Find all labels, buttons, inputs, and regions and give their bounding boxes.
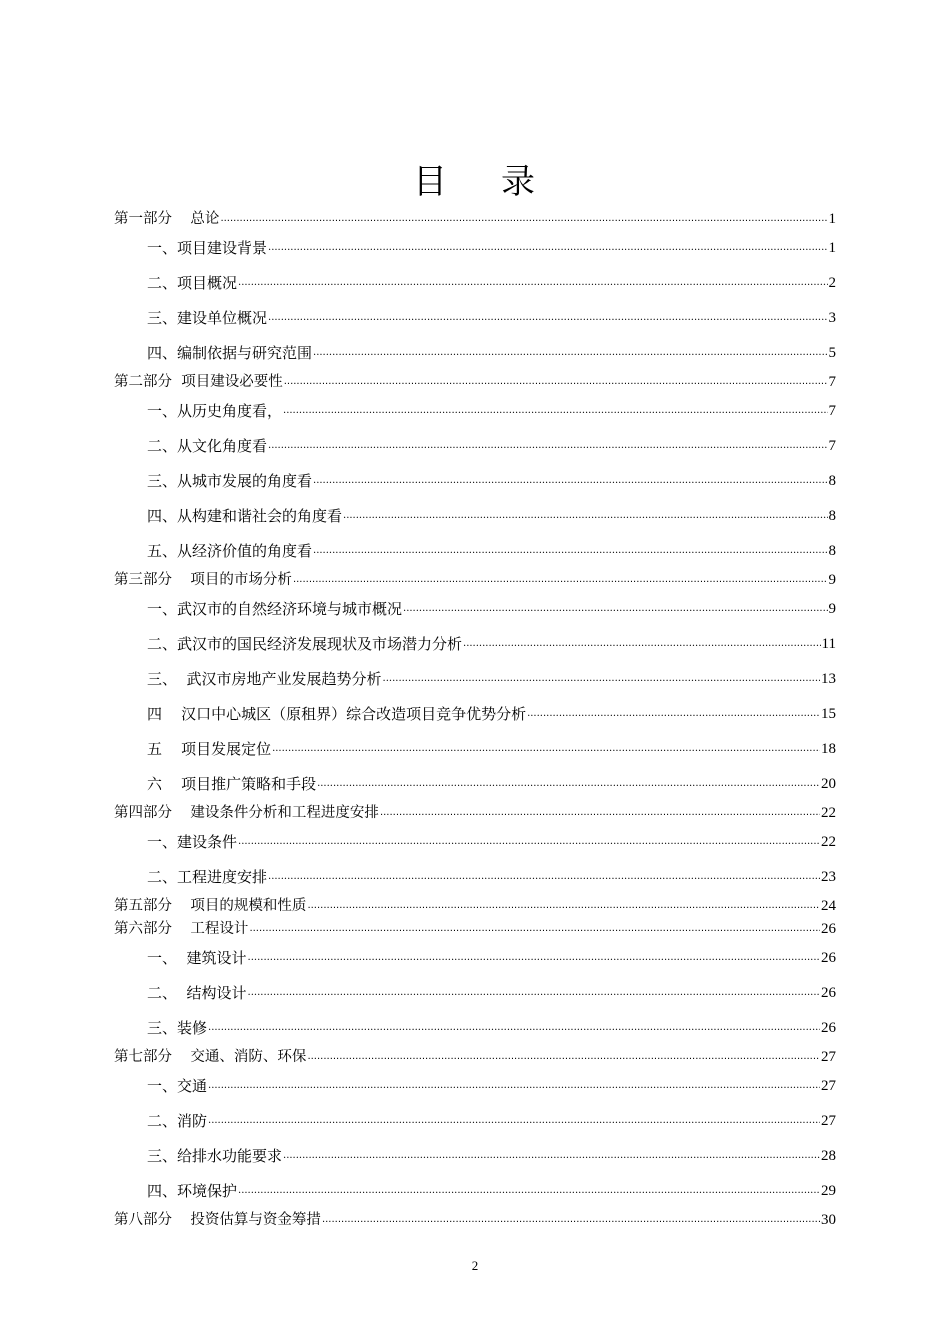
toc-entry-page-number: 1 — [828, 211, 836, 227]
toc-entry-label: 二、消防 — [147, 1112, 208, 1130]
toc-dot-leader — [317, 777, 820, 791]
toc-section-entry[interactable] — [114, 1074, 836, 1096]
toc-entry-page-number: 22 — [821, 834, 836, 850]
toc-entry-label: 二、项目概况 — [147, 274, 238, 292]
toc-part-entry[interactable] — [114, 1208, 836, 1230]
toc-dot-leader — [307, 1050, 820, 1064]
toc-section-entry[interactable] — [114, 667, 836, 689]
toc-entry-label: 三、从城市发展的角度看 — [147, 472, 313, 490]
toc-dot-leader — [307, 899, 820, 913]
toc-dot-leader — [238, 1184, 820, 1198]
toc-part-entry[interactable] — [114, 370, 836, 392]
toc-section-entry[interactable] — [114, 306, 836, 328]
toc-entry-label: 第六部分 工程设计 — [114, 921, 249, 937]
toc-dot-leader — [208, 1114, 820, 1128]
toc-entry-page-number: 15 — [821, 706, 836, 722]
toc-section-entry[interactable] — [114, 504, 836, 526]
toc-entry-label: 四、环境保护 — [147, 1182, 238, 1200]
toc-entry-label: 一、 建筑设计 — [147, 949, 247, 967]
toc-part-entry[interactable] — [114, 801, 836, 823]
toc-entry-label: 四、从构建和谐社会的角度看 — [147, 507, 343, 525]
toc-entry-page-number: 5 — [828, 345, 836, 361]
title-char-right: 录 — [501, 162, 537, 202]
toc-entry-page-number: 26 — [821, 985, 836, 1001]
toc-dot-leader — [248, 986, 820, 1000]
toc-dot-leader — [238, 276, 827, 290]
toc-dot-leader — [463, 637, 821, 651]
toc-section-entry[interactable] — [114, 737, 836, 759]
toc-entry-label: 五 项目发展定位 — [147, 740, 272, 758]
toc-section-entry[interactable] — [114, 1144, 836, 1166]
toc-section-entry[interactable] — [114, 434, 836, 456]
toc-section-entry[interactable] — [114, 830, 836, 852]
toc-entry-label: 二、武汉市的国民经济发展现状及市场潜力分析 — [147, 635, 463, 653]
toc-dot-leader — [272, 742, 820, 756]
toc-dot-leader — [283, 1149, 820, 1163]
toc-entry-page-number: 8 — [828, 543, 836, 559]
toc-entry-label: 四 汉口中心城区（原租界）综合改造项目竞争优势分析 — [147, 705, 527, 723]
toc-part-entry[interactable] — [114, 207, 836, 229]
page-number: 2 — [471, 1258, 479, 1273]
toc-section-entry[interactable] — [114, 597, 836, 619]
toc-entry-label: 一、武汉市的自然经济环境与城市概况 — [147, 600, 403, 618]
toc-dot-leader — [322, 1213, 820, 1227]
toc-dot-leader — [268, 870, 820, 884]
toc-dot-leader — [248, 951, 820, 965]
toc-entry-page-number: 29 — [821, 1183, 836, 1199]
page-title — [0, 160, 950, 204]
toc-entry-page-number: 28 — [821, 1148, 836, 1164]
toc-part-entry[interactable] — [114, 568, 836, 590]
toc-entry-page-number: 22 — [821, 805, 836, 821]
toc-part-entry[interactable] — [114, 1045, 836, 1067]
toc-section-entry[interactable] — [114, 236, 836, 258]
toc-dot-leader — [380, 806, 820, 820]
toc-entry-label: 一、项目建设背景 — [147, 239, 268, 257]
toc-entry-label: 三、 武汉市房地产业发展趋势分析 — [147, 670, 382, 688]
toc-entry-label: 第一部分 总论 — [114, 211, 220, 227]
toc-entry-label: 三、建设单位概况 — [147, 309, 268, 327]
toc-dot-leader — [313, 346, 827, 360]
toc-entry-page-number: 8 — [828, 473, 836, 489]
toc-dot-leader — [313, 544, 827, 558]
toc-entry-page-number: 27 — [821, 1049, 836, 1065]
toc-section-entry[interactable] — [114, 341, 836, 363]
toc-entry-label: 一、建设条件 — [147, 833, 238, 851]
toc-entry-page-number: 7 — [828, 374, 836, 390]
toc-section-entry[interactable] — [114, 399, 836, 421]
toc-entry-label: 第七部分 交通、消防、环保 — [114, 1049, 307, 1065]
toc-dot-leader — [220, 212, 827, 226]
toc-entry-page-number: 18 — [821, 741, 836, 757]
toc-entry-label: 六 项目推广策略和手段 — [147, 775, 317, 793]
toc-entry-page-number: 23 — [821, 869, 836, 885]
toc-section-entry[interactable] — [114, 865, 836, 887]
toc-entry-page-number: 8 — [828, 508, 836, 524]
toc-entry-page-number: 27 — [821, 1078, 836, 1094]
toc-section-entry[interactable] — [114, 1016, 836, 1038]
toc-entry-page-number: 7 — [828, 403, 836, 419]
toc-entry-page-number: 1 — [828, 240, 836, 256]
toc-entry-page-number: 20 — [821, 776, 836, 792]
toc-entry-page-number: 13 — [821, 671, 836, 687]
toc-dot-leader — [293, 573, 828, 587]
toc-section-entry[interactable] — [114, 772, 836, 794]
toc-entry-page-number: 24 — [821, 898, 836, 914]
toc-entry-label: 三、装修 — [147, 1019, 208, 1037]
toc-entry-label: 四、编制依据与研究范围 — [147, 344, 313, 362]
toc-entry-label: 第二部分 项目建设必要性 — [114, 374, 283, 390]
toc-section-entry[interactable] — [114, 1109, 836, 1131]
toc-entry-page-number: 2 — [828, 275, 836, 291]
toc-entry-label: 二、工程进度安排 — [147, 868, 268, 886]
toc-entry-label: 一、交通 — [147, 1077, 208, 1095]
toc-dot-leader — [268, 439, 827, 453]
toc-entry-page-number: 26 — [821, 1020, 836, 1036]
toc-dot-leader — [403, 602, 827, 616]
toc-dot-leader — [343, 509, 827, 523]
toc-section-entry[interactable] — [114, 946, 836, 968]
toc-entry-page-number: 9 — [828, 601, 836, 617]
toc-dot-leader — [208, 1079, 820, 1093]
toc-section-entry[interactable] — [114, 1179, 836, 1201]
toc-dot-leader — [208, 1021, 820, 1035]
toc-entry-label: 三、给排水功能要求 — [147, 1147, 283, 1165]
toc-entry-page-number: 3 — [828, 310, 836, 326]
toc-dot-leader — [284, 375, 828, 389]
toc-section-entry[interactable] — [114, 469, 836, 491]
toc-section-entry[interactable] — [114, 981, 836, 1003]
toc-entry-page-number: 11 — [821, 636, 836, 652]
title-char-left: 目 — [413, 162, 449, 202]
toc-section-entry[interactable] — [114, 271, 836, 293]
toc-dot-leader — [527, 707, 820, 721]
toc-section-entry[interactable] — [114, 539, 836, 561]
toc-entry-label: 二、从文化角度看 — [147, 437, 268, 455]
toc-dot-leader — [268, 241, 827, 255]
toc-entry-page-number: 7 — [828, 438, 836, 454]
toc-entry-label: 第八部分 投资估算与资金筹措 — [114, 1212, 321, 1228]
toc-entry-label: 一、从历史角度看， — [147, 402, 283, 420]
toc-dot-leader — [283, 404, 827, 418]
toc-part-entry[interactable] — [114, 894, 836, 916]
toc-entry-label: 五、从经济价值的角度看 — [147, 542, 313, 560]
toc-entry-label: 二、 结构设计 — [147, 984, 247, 1002]
toc-entry-page-number: 26 — [821, 921, 836, 937]
toc-entry-label: 第四部分 建设条件分析和工程进度安排 — [114, 805, 379, 821]
toc-dot-leader — [313, 474, 827, 488]
toc-section-entry[interactable] — [114, 702, 836, 724]
toc-dot-leader — [238, 835, 820, 849]
toc-entry-label: 第三部分 项目的市场分析 — [114, 572, 292, 588]
toc-dot-leader — [268, 311, 827, 325]
toc-section-entry[interactable] — [114, 632, 836, 654]
toc-dot-leader — [249, 922, 820, 936]
toc-entry-page-number: 26 — [821, 950, 836, 966]
toc-dot-leader — [383, 672, 820, 686]
toc-entry-page-number: 27 — [821, 1113, 836, 1129]
toc-entry-page-number: 30 — [821, 1212, 836, 1228]
toc-part-entry[interactable] — [114, 917, 836, 939]
toc-entry-label: 第五部分 项目的规模和性质 — [114, 898, 307, 914]
toc-entry-page-number: 9 — [828, 572, 836, 588]
